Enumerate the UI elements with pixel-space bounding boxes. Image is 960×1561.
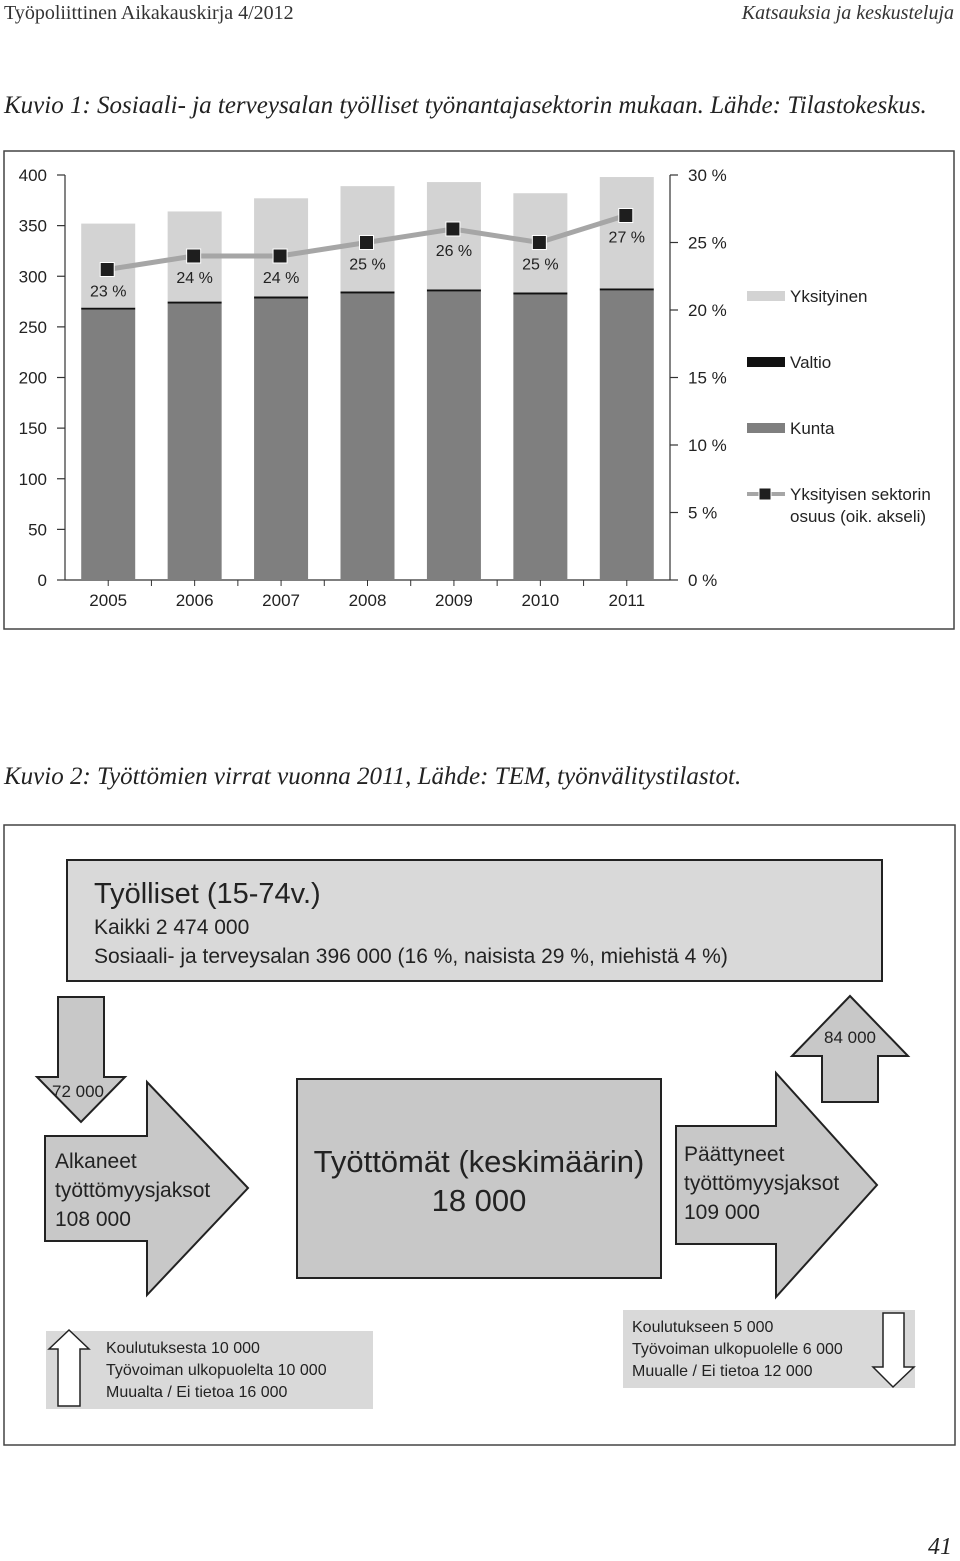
share-data-label: 24 % xyxy=(262,270,300,287)
bar-kunta xyxy=(600,290,654,580)
employed-title: Työlliset (15-74v.) xyxy=(94,878,321,910)
bar-valtio xyxy=(254,297,308,299)
right-tick-label: 25 % xyxy=(688,233,727,253)
bar-kunta xyxy=(341,293,395,580)
x-tick-label: 2011 xyxy=(608,591,646,610)
share-data-label: 24 % xyxy=(176,270,213,287)
legend-swatch-yksityinen xyxy=(747,291,785,301)
bar-kunta xyxy=(81,310,135,580)
x-tick-label: 2006 xyxy=(175,591,214,610)
legend-swatch-valtio xyxy=(747,357,785,367)
outflow-count: 84 000 xyxy=(824,1028,876,1047)
ended-count: 109 000 xyxy=(684,1201,760,1224)
sources-line3: Muualta / Ei tietoa 16 000 xyxy=(106,1384,288,1401)
section-title: Katsauksia ja keskusteluja xyxy=(741,2,954,24)
employed-health-sector: Sosiaali- ja terveysalan 396 000 (16 %, naisista 29 %, miehistä 4 %) xyxy=(94,945,728,968)
left-tick-label: 200 xyxy=(18,368,47,388)
share-marker xyxy=(187,249,201,263)
left-tick-label: 250 xyxy=(18,317,47,337)
bar-valtio xyxy=(168,302,222,304)
employed-total: Kaikki 2 474 000 xyxy=(94,916,250,939)
left-tick-label: 0 xyxy=(37,571,47,590)
left-tick-label: 100 xyxy=(18,469,47,489)
employment-chart xyxy=(19,166,727,610)
sources-line2: Työvoiman ulkopuolelta 10 000 xyxy=(106,1362,327,1379)
right-tick-label: 5 % xyxy=(688,503,718,523)
right-tick-label: 10 % xyxy=(688,436,727,455)
bar-kunta xyxy=(168,304,222,580)
x-tick-label: 2005 xyxy=(89,591,128,610)
unemployed-label: Työttömät (keskimäärin) xyxy=(313,1144,645,1179)
share-data-label: 23 % xyxy=(89,283,127,301)
legend-swatch-kunta xyxy=(747,423,785,433)
journal-title: Työpoliittinen Aikakauskirja 4/2012 xyxy=(4,2,294,24)
bar-valtio xyxy=(513,292,567,294)
started-label-1: Alkaneet xyxy=(55,1150,137,1173)
left-tick-label: 300 xyxy=(18,267,47,287)
left-tick-label: 150 xyxy=(18,419,47,439)
ended-label-2: työttömyysjaksot xyxy=(684,1172,840,1195)
page-number: 41 xyxy=(928,1534,952,1560)
destinations-line3: Muualle / Ei tietoa 12 000 xyxy=(632,1363,813,1380)
x-tick-label: 2009 xyxy=(435,591,473,610)
right-tick-label: 20 % xyxy=(688,301,727,320)
legend-label-share-line1: Yksityisen sektorin xyxy=(790,485,931,504)
share-data-label: 26 % xyxy=(435,243,473,260)
ended-label-1: Päättyneet xyxy=(684,1143,785,1166)
bar-kunta xyxy=(427,291,481,580)
legend-label-valtio: Valtio xyxy=(790,353,832,372)
bar-valtio xyxy=(427,289,481,291)
legend-marker-icon xyxy=(759,488,771,500)
inflow-down-arrow-icon xyxy=(37,997,125,1122)
outflow-up-arrow-icon xyxy=(792,996,908,1102)
started-count: 108 000 xyxy=(55,1208,131,1231)
bar-valtio xyxy=(341,291,395,293)
share-marker xyxy=(446,222,460,236)
destinations-line2: Työvoiman ulkopuolelle 6 000 xyxy=(632,1341,843,1358)
share-marker xyxy=(360,236,374,250)
share-marker xyxy=(100,263,114,277)
right-tick-label: 30 % xyxy=(688,166,727,185)
x-tick-label: 2008 xyxy=(348,591,387,610)
legend-label-share-line2: osuus (oik. akseli) xyxy=(790,507,927,526)
bar-valtio xyxy=(600,288,654,290)
bar-kunta xyxy=(513,294,567,580)
unemployed-count: 18 000 xyxy=(431,1183,527,1218)
figure1-caption: Kuvio 1: Sosiaali- ja terveysalan työlliset työnantajasektorin mukaan. Lähde: Tilastokeskus. xyxy=(4,92,927,119)
share-marker xyxy=(273,249,287,263)
started-label-2: työttömyysjaksot xyxy=(55,1179,211,1202)
bar-valtio xyxy=(81,308,135,310)
share-data-label: 25 % xyxy=(349,256,386,274)
x-tick-label: 2010 xyxy=(521,591,560,610)
legend-label-yksityinen: Yksityinen xyxy=(790,287,868,306)
right-tick-label: 0 % xyxy=(688,571,718,590)
inflow-count: 72 000 xyxy=(52,1082,104,1101)
share-marker xyxy=(532,236,546,250)
sources-line1: Koulutuksesta 10 000 xyxy=(106,1340,260,1357)
destinations-line1: Koulutukseen 5 000 xyxy=(632,1319,774,1336)
right-tick-label: 15 % xyxy=(688,368,727,388)
left-tick-label: 50 xyxy=(28,520,47,540)
bar-kunta xyxy=(254,299,308,580)
x-tick-label: 2007 xyxy=(262,591,300,610)
legend-label-kunta: Kunta xyxy=(790,419,835,438)
left-tick-label: 400 xyxy=(18,166,47,185)
share-data-label: 25 % xyxy=(522,256,559,274)
share-marker xyxy=(619,209,633,223)
figure2-caption: Kuvio 2: Työttömien virrat vuonna 2011, Lähde: TEM, työnvälitystilastot. xyxy=(4,763,742,790)
share-data-label: 27 % xyxy=(608,229,646,247)
left-tick-label: 350 xyxy=(18,216,47,236)
chart-legend xyxy=(747,287,931,526)
